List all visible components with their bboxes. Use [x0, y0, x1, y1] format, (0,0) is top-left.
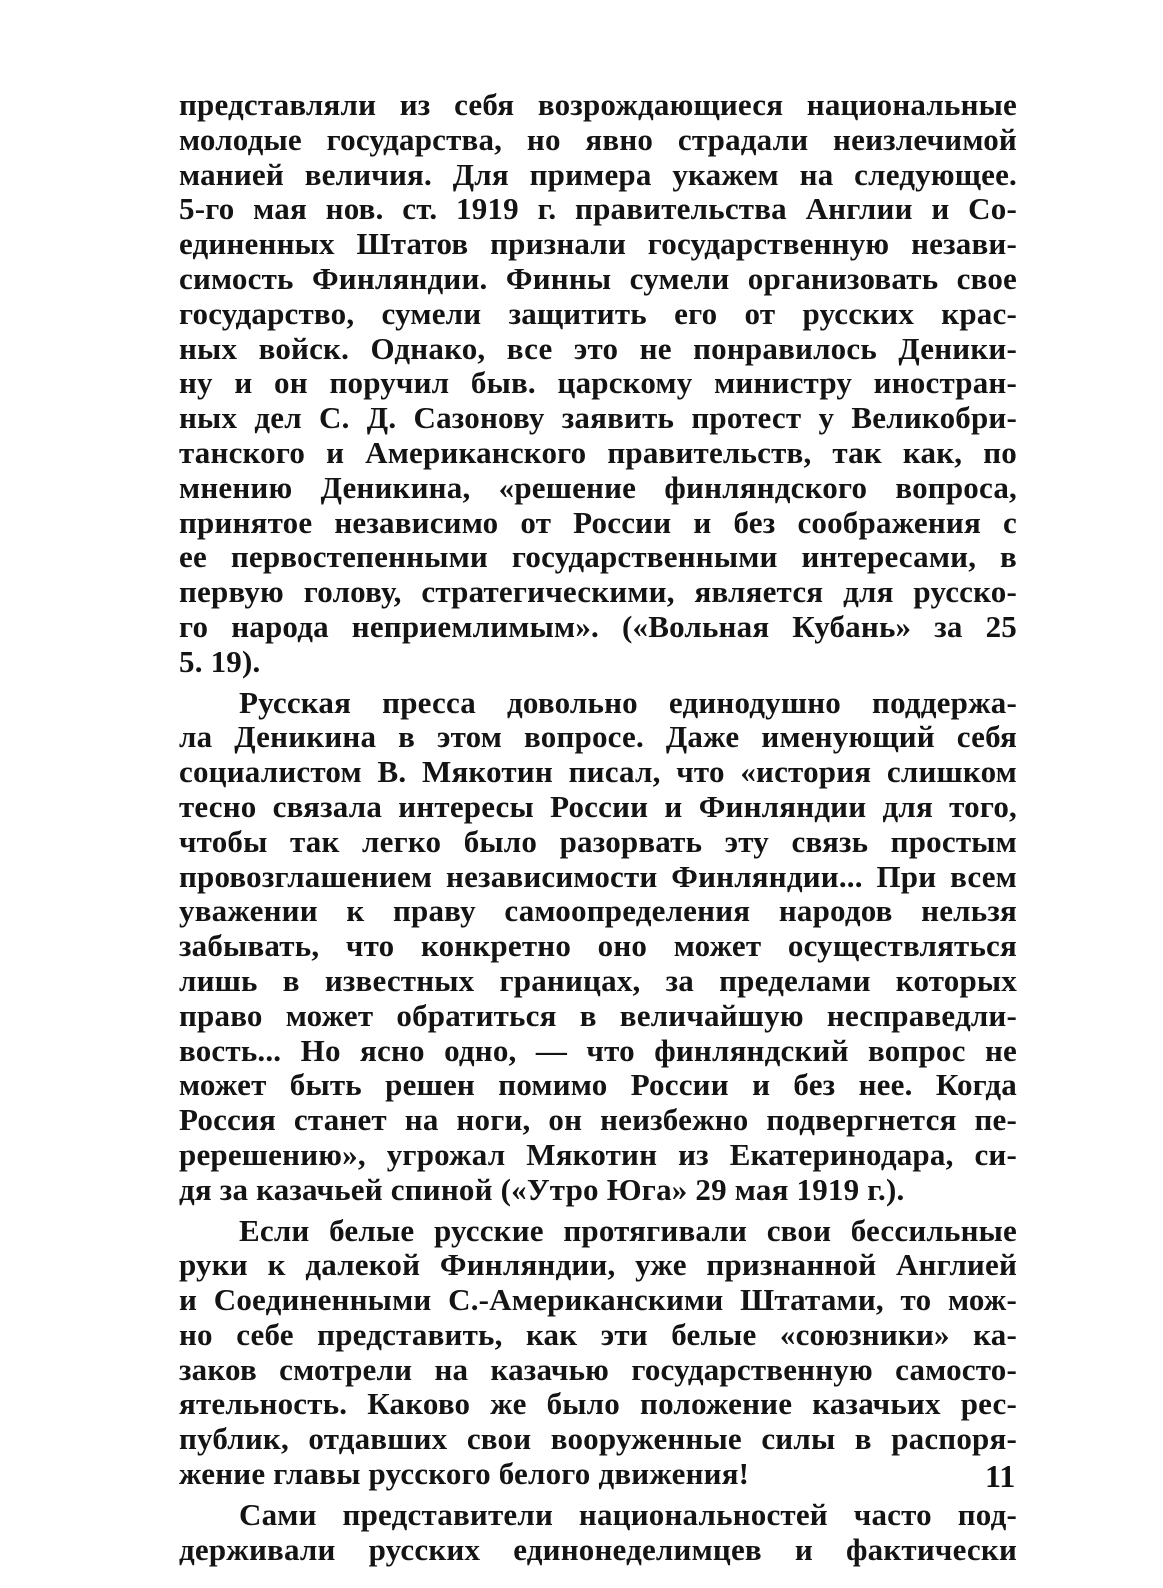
text-line: заков смотрели на казачью государственную самосто-: [179, 1352, 1017, 1387]
page-number: 11: [985, 1458, 1016, 1494]
text-line: может быть решен помимо России и без нее. Когда: [179, 1068, 1017, 1103]
text-line: провозглашением независимости Финляндии... При всем: [179, 859, 1017, 894]
text-line: ла Деникина в этом вопросе. Даже именующий себя: [179, 720, 1017, 755]
text-line: молодые государства, но явно страдали неизлечимой: [179, 122, 1017, 157]
text-line: жение главы русского белого движения!: [179, 1457, 750, 1492]
text-line: ных дел С. Д. Сазонову заявить протест у Великобри-: [179, 401, 1017, 436]
text-line: ререшению», угрожал Мякотин из Екатеринодара, си-: [179, 1137, 1017, 1172]
text-line: чтобы так легко было разорвать эту связь простым: [179, 824, 1017, 859]
text-line: симость Финляндии. Финны сумели организовать свое: [179, 261, 1017, 296]
text-line: тесно связала интересы России и Финляндии для того,: [179, 789, 1017, 824]
text-line: манией величия. Для примера укажем на следующее.: [179, 157, 1017, 192]
text-line: 5-го мая нов. ст. 1919 г. правительства Англии и Со-: [179, 192, 1017, 227]
text-line: мнению Деникина, «решение финляндского вопроса,: [179, 470, 1017, 505]
text-line: танского и Американского правительств, так как, по: [179, 435, 1017, 470]
text-line: забывать, что конкретно оно может осуществляться: [179, 929, 1017, 964]
text-line: но себе представить, как эти белые «союзники» ка-: [179, 1317, 1017, 1352]
text-line: ее первостепенными государственными интересами, в: [179, 540, 1017, 575]
text-line: право может обратиться в величайшую несправедли-: [179, 998, 1017, 1033]
text-line: социалистом В. Мякотин писал, что «история слишком: [179, 755, 1017, 790]
text-line: и Соединенными С.-Американскими Штатами, то мож-: [179, 1283, 1017, 1318]
text-line: ных войск. Однако, все это не понравилось Деники-: [179, 331, 1017, 366]
text-line: публик, отдавших свои вооруженные силы в распоря-: [179, 1422, 1017, 1457]
text-line: Сами представители национальностей часто под-: [239, 1497, 1017, 1532]
text-line: ятельность. Каково же было положение казачьих рес-: [179, 1387, 1017, 1422]
text-line: вость... Но ясно одно, — что финляндский вопрос не: [179, 1033, 1017, 1068]
text-line: Русская пресса довольно единодушно поддержа-: [239, 685, 1017, 720]
text-line: ну и он поручил быв. царскому министру иностран-: [179, 366, 1017, 401]
text-line: уважении к праву самоопределения народов нельзя: [179, 894, 1017, 929]
text-line: первую голову, стратегическими, является для русско-: [179, 575, 1017, 610]
text-line: 5. 19).: [179, 644, 261, 679]
page-text: [179, 88, 1017, 1567]
text-line: дя за казачьей спиной («Утро Юга» 29 мая 1919 г.).: [179, 1172, 905, 1207]
text-line: держивали русских единонеделимцев и фактически: [179, 1532, 1017, 1567]
text-line: принятое независимо от России и без соображения с: [179, 505, 1017, 540]
text-line: руки к далекой Финляндии, уже признанной Англией: [179, 1248, 1017, 1283]
text-line: Если белые русские протягивали свои бессильные: [239, 1213, 1017, 1248]
text-line: единенных Штатов признали государственную незави-: [179, 227, 1017, 262]
text-line: лишь в известных границах, за пределами которых: [179, 963, 1017, 998]
text-line: государство, сумели защитить его от русских крас-: [179, 296, 1017, 331]
text-line: Россия станет на ноги, он неизбежно подвергнется пе-: [179, 1103, 1017, 1138]
text-line: представляли из себя возрождающиеся национальные: [179, 88, 1017, 122]
text-line: го народа неприемлимым». («Вольная Кубань» за 25: [179, 609, 1017, 644]
